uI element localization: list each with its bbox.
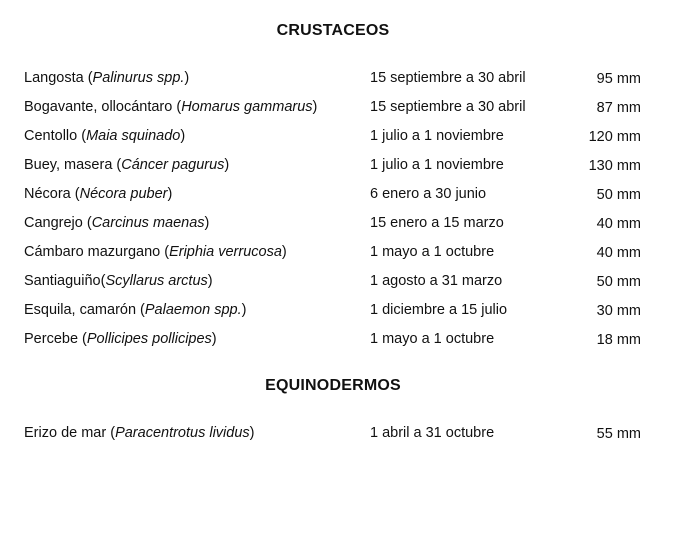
table-row: [0, 330, 690, 359]
table-row: [0, 243, 690, 272]
minimum-size: 30 mm: [596, 303, 641, 319]
scientific-name: Paracentrotus lividus: [115, 425, 250, 441]
minimum-size: 55 mm: [596, 426, 641, 442]
closed-season: 1 julio a 1 noviembre: [370, 128, 504, 144]
common-name: Centollo: [24, 128, 78, 144]
scientific-name: Palaemon spp.: [144, 302, 242, 318]
common-name: Bogavante, ollocántaro: [24, 99, 173, 115]
closed-season: 15 enero a 15 marzo: [370, 215, 504, 231]
table-row: [0, 301, 690, 330]
closed-season: 1 agosto a 31 marzo: [370, 273, 503, 289]
scientific-name: Cáncer pagurus: [121, 157, 225, 173]
table-row: [0, 185, 690, 214]
scientific-name: Scyllarus arctus: [105, 273, 208, 289]
species-name: Cámbaro mazurgano (Eriphia verrucosa): [24, 244, 287, 260]
minimum-size: 40 mm: [596, 216, 641, 232]
common-name: Erizo de mar: [24, 425, 107, 441]
species-name: Centollo (Maia squinado): [24, 128, 186, 144]
common-name: Langosta: [24, 70, 84, 86]
minimum-size: 50 mm: [596, 187, 641, 203]
minimum-size: 120 mm: [588, 129, 641, 145]
closed-season: 1 mayo a 1 octubre: [370, 331, 495, 347]
closed-season: 15 septiembre a 30 abril: [370, 99, 526, 115]
section-title-crustaceos: CRUSTACEOS: [276, 22, 390, 39]
scientific-name: Nécora puber: [79, 186, 168, 202]
closed-season: 15 septiembre a 30 abril: [370, 70, 526, 86]
minimum-size: 40 mm: [596, 245, 641, 261]
table-row: [0, 156, 690, 185]
species-name: Esquila, camarón (Palaemon spp.): [24, 302, 247, 318]
crustaceos-table: [0, 69, 690, 359]
scientific-name: Palinurus spp.: [92, 70, 185, 86]
table-row: [0, 98, 690, 127]
species-name: Percebe (Pollicipes pollicipes): [24, 331, 217, 347]
closed-season: 1 abril a 31 octubre: [370, 425, 495, 441]
minimum-size: 50 mm: [596, 274, 641, 290]
table-row: [0, 69, 690, 98]
minimum-size: 95 mm: [596, 71, 641, 87]
table-row: [0, 424, 690, 453]
closed-season: 1 diciembre a 15 julio: [370, 302, 508, 318]
scientific-name: Eriphia verrucosa: [169, 244, 282, 260]
common-name: Buey, masera: [24, 157, 113, 173]
scientific-name: Pollicipes pollicipes: [86, 331, 212, 347]
species-name: Erizo de mar (Paracentrotus lividus): [24, 425, 255, 441]
species-name: Cangrejo (Carcinus maenas): [24, 215, 210, 231]
species-name: Nécora (Nécora puber): [24, 186, 173, 202]
scientific-name: Maia squinado: [86, 128, 181, 144]
closed-season: 1 mayo a 1 octubre: [370, 244, 495, 260]
common-name: Nécora: [24, 186, 71, 202]
common-name: Cangrejo: [24, 215, 83, 231]
common-name: Cámbaro mazurgano: [24, 244, 161, 260]
minimum-size: 87 mm: [596, 100, 641, 116]
scientific-name: Carcinus maenas: [91, 215, 205, 231]
species-name: Santiaguiño(Scyllarus arctus): [24, 273, 213, 289]
species-name: Buey, masera (Cáncer pagurus): [24, 157, 230, 173]
closed-season: 1 julio a 1 noviembre: [370, 157, 504, 173]
table-row: [0, 127, 690, 156]
closed-season: 6 enero a 30 junio: [370, 186, 487, 202]
minimum-size: 18 mm: [596, 332, 641, 348]
species-name: Bogavante, ollocántaro (Homarus gammarus): [24, 99, 318, 115]
scientific-name: Homarus gammarus: [181, 99, 313, 115]
table-row: [0, 214, 690, 243]
common-name: Santiaguiño: [24, 273, 101, 289]
common-name: Esquila, camarón: [24, 302, 137, 318]
common-name: Percebe: [24, 331, 79, 347]
minimum-size: 130 mm: [588, 158, 641, 174]
section-title-equinodermos: EQUINODERMOS: [265, 377, 401, 394]
table-row: [0, 272, 690, 301]
species-name: Langosta (Palinurus spp.): [24, 70, 190, 86]
equinodermos-table: [0, 424, 690, 453]
